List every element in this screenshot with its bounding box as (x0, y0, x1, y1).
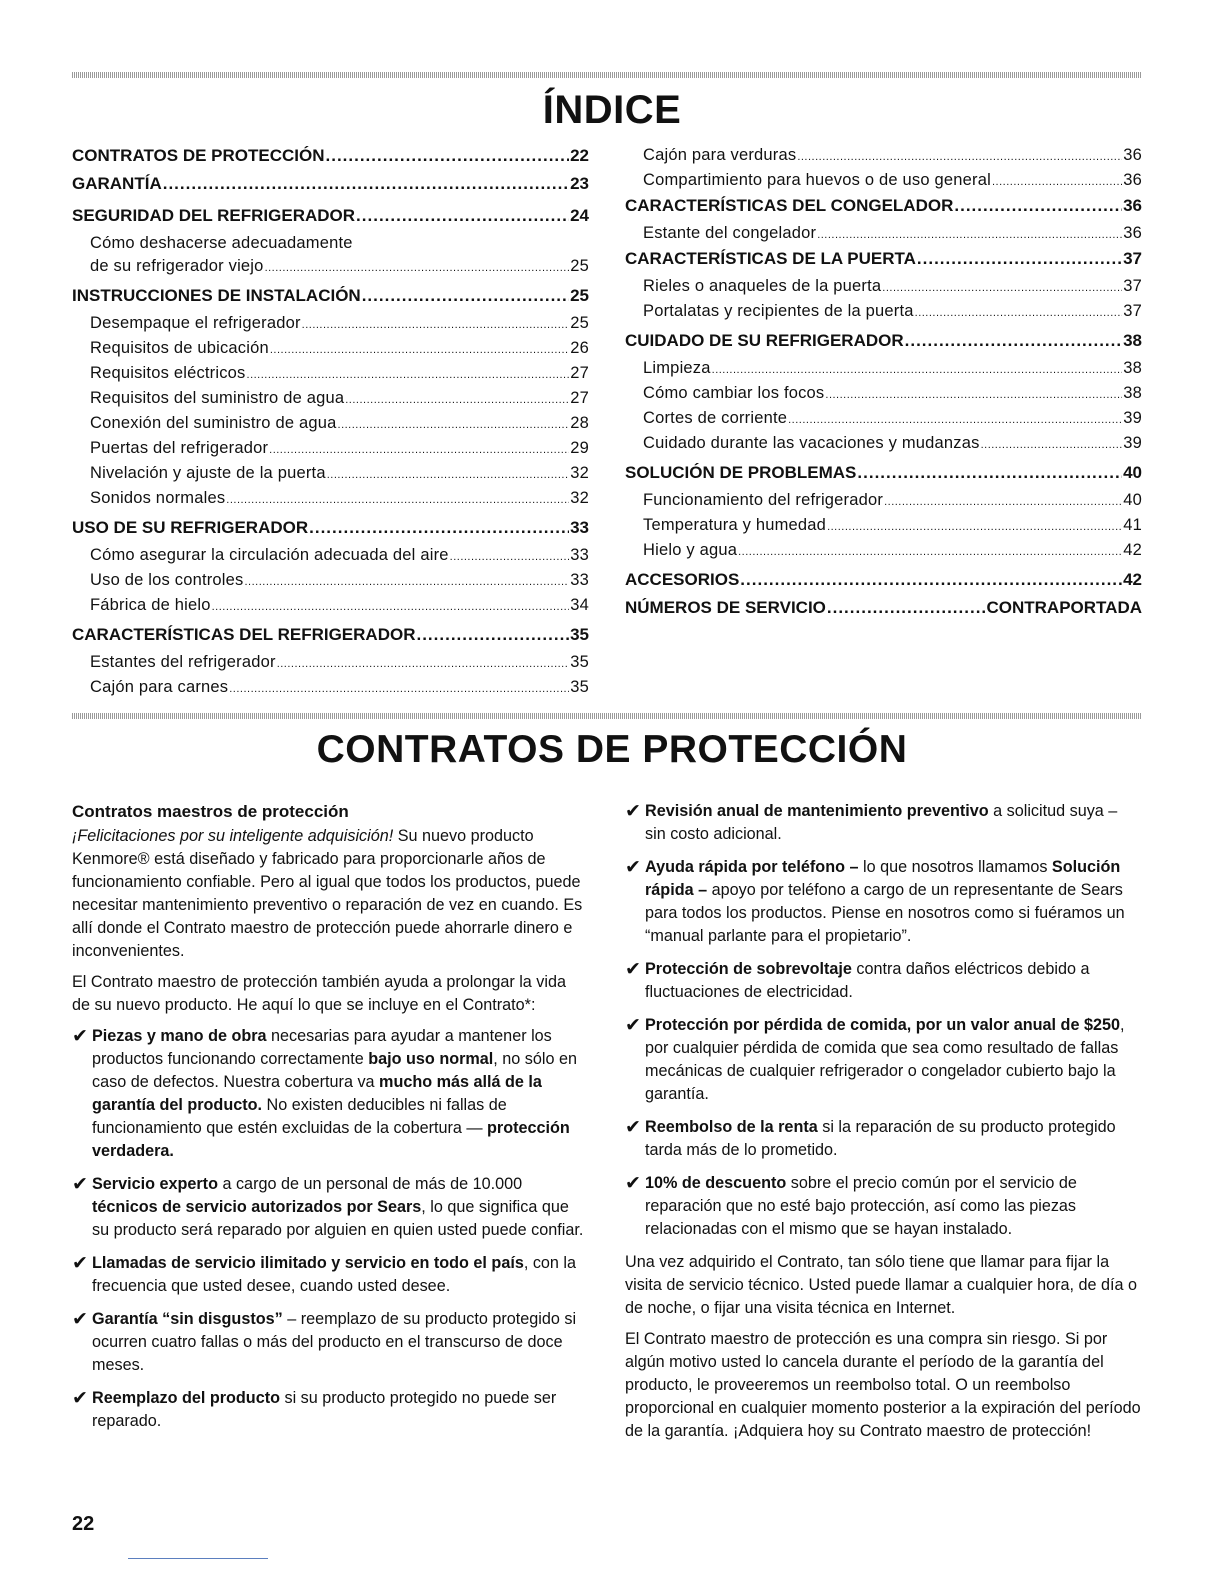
toc-right-column (625, 146, 1142, 626)
footer-line (128, 1558, 268, 1559)
benefit-item: ✔ Servicio experto a cargo de un personal de más de 10.000 técnicos de servicio autorizados por Sears, lo que significa que su producto será reparado por alguien en quien usted puede confiar. (72, 1174, 584, 1239)
checkmark-icon: ✔ (625, 959, 641, 980)
toc-entry[interactable]: Temperatura y humedad ..... 41 (625, 516, 1142, 541)
checkmark-icon: ✔ (625, 1015, 641, 1036)
toc-entry[interactable]: SEGURIDAD DEL REFRIGERADOR ..... 24 (72, 206, 589, 234)
toc-entry[interactable]: Requisitos eléctricos ..... 27 (72, 364, 589, 389)
toc-entry[interactable]: de su refrigerador viejo ..... 25 (72, 257, 589, 282)
benefit-item: ✔ Piezas y mano de obra necesarias para ayudar a mantener los productos funcionando correctamente bajo uso normal, no sólo en caso de defectos. Nuestra cobertura va mucho más allá de la garantía del producto. No existen deducibles ni fallas de funcionamiento que estén excluidas de la cobertura — protección verdadera. (72, 1026, 577, 1160)
checkmark-icon: ✔ (72, 1388, 88, 1409)
toc-left-column (72, 146, 589, 703)
benefit-item: ✔ Reemplazo del producto si su producto protegido no puede ser reparado. (72, 1388, 557, 1430)
paragraph: El Contrato maestro de protección también ayuda a prolongar la vida de su nuevo producto. He aquí lo que se incluye en el Contrato*: (72, 973, 567, 1014)
toc-entry[interactable]: SOLUCIÓN DE PROBLEMAS ..... 40 (625, 463, 1142, 491)
toc-entry[interactable]: Limpieza ..... 38 (625, 359, 1142, 384)
toc-entry[interactable]: CARACTERÍSTICAS DEL REFRIGERADOR ..... 35 (72, 625, 589, 653)
toc-entry[interactable]: Puertas del refrigerador ..... 29 (72, 439, 589, 464)
toc-entry[interactable]: Estante del congelador ..... 36 (625, 224, 1142, 249)
toc-entry[interactable]: Cómo asegurar la circulación adecuada del aire ..... 33 (72, 546, 589, 571)
checkmark-icon: ✔ (625, 1117, 641, 1138)
benefit-item: ✔ Protección de sobrevoltaje contra daños eléctricos debido a fluctuaciones de electricidad. (625, 959, 1090, 1001)
toc-entry[interactable]: Portalatas y recipientes de la puerta ..... 37 (625, 302, 1142, 327)
checkmark-icon: ✔ (625, 857, 641, 878)
checkmark-icon: ✔ (625, 801, 641, 822)
toc-entry[interactable]: Requisitos del suministro de agua ..... 27 (72, 389, 589, 414)
toc-entry[interactable]: Funcionamiento del refrigerador ..... 40 (625, 491, 1142, 516)
subheading: Contratos maestros de protección (72, 802, 349, 821)
toc-entry[interactable]: Conexión del suministro de agua ..... 28 (72, 414, 589, 439)
toc-entry[interactable]: Cajón para carnes ..... 35 (72, 678, 589, 703)
contracts-title: CONTRATOS DE PROTECCIÓN (316, 728, 908, 771)
toc-entry[interactable]: CARACTERÍSTICAS DE LA PUERTA ..... 37 (625, 249, 1142, 277)
toc-entry[interactable]: CUIDADO DE SU REFRIGERADOR ..... 38 (625, 331, 1142, 359)
benefit-item: ✔ Ayuda rápida por teléfono – lo que nosotros llamamos Solución rápida – apoyo por teléfono a cargo de un representante de Sears para todos los productos. Piense en nosotros como si fuéramos un “manual parlante para el propietario”. (625, 857, 1125, 945)
benefit-item: ✔ 10% de descuento sobre el precio común por el servicio de reparación que no esté bajo protección, así como las piezas relacionadas con el mismo que se hayan instalado. (625, 1173, 1077, 1238)
contracts-right-column (625, 800, 1142, 1451)
toc-entry[interactable]: ACCESORIOS ..... 42 (625, 570, 1142, 598)
toc-entry[interactable]: Cuidado durante las vacaciones y mudanzas ..... 39 (625, 434, 1142, 459)
toc-entry[interactable]: Compartimiento para huevos o de uso general ..... 36 (625, 171, 1142, 196)
toc-entry[interactable]: Estantes del refrigerador ..... 35 (72, 653, 589, 678)
toc-entry[interactable]: NÚMEROS DE SERVICIO ..... CONTRAPORTADA (625, 598, 1142, 626)
contracts-left-column (72, 800, 587, 1443)
benefit-item: ✔ Protección por pérdida de comida, por un valor anual de $250, por cualquier pérdida de comida que sea como resultado de fallas mecánicas de cualquier refrigerador o congelador cubierto bajo la garantía. (625, 1015, 1125, 1103)
checkmark-icon: ✔ (625, 1173, 641, 1194)
toc-entry[interactable]: USO DE SU REFRIGERADOR ..... 33 (72, 518, 589, 546)
toc-entry[interactable]: CARACTERÍSTICAS DEL CONGELADOR ..... 36 (625, 196, 1142, 224)
toc-entry[interactable]: Hielo y agua ..... 42 (625, 541, 1142, 566)
toc-entry[interactable]: GARANTÍA ..... 23 (72, 174, 589, 202)
toc-entry[interactable]: Nivelación y ajuste de la puerta ..... 32 (72, 464, 589, 489)
toc-entry[interactable]: Cortes de corriente ..... 39 (625, 409, 1142, 434)
benefit-item: ✔ Revisión anual de mantenimiento preventivo a solicitud suya – sin costo adicional. (625, 801, 1118, 843)
paragraph: El Contrato maestro de protección es una compra sin riesgo. Si por algún motivo usted lo cancela durante el período de la garantía del producto, le proveeremos un reembolso total. O un reembolso proporcional en cualquier momento posterior a la expiración del período de la garantía. ¡Adquiera hoy su Contrato maestro de protección! (625, 1330, 1141, 1440)
toc-entry[interactable]: Cómo deshacerse adecuadamente (90, 234, 353, 252)
toc-entry[interactable]: Requisitos de ubicación ..... 26 (72, 339, 589, 364)
toc-entry[interactable]: Fábrica de hielo ..... 34 (72, 596, 589, 621)
toc-entry[interactable]: CONTRATOS DE PROTECCIÓN ..... 22 (72, 146, 589, 174)
page-number: 22 (72, 1513, 95, 1535)
toc-entry[interactable]: Desempaque el refrigerador ..... 25 (72, 314, 589, 339)
top-divider (72, 72, 1142, 78)
toc-entry[interactable]: Sonidos normales ..... 32 (72, 489, 589, 514)
toc-entry[interactable]: INSTRUCCIONES DE INSTALACIÓN ..... 25 (72, 286, 589, 314)
checkmark-icon: ✔ (72, 1309, 88, 1330)
index-title: ÍNDICE (542, 88, 682, 132)
checkmark-icon: ✔ (72, 1253, 88, 1274)
intro-paragraph: ¡Felicitaciones por su inteligente adquisición! Su nuevo producto Kenmore® está diseñado y fabricado para proporcionarle años de funcionamiento confiable. Pero al igual que todos los productos, puede necesitar mantenimiento preventivo o reparación de vez en cuando. Es allí donde el Contrato maestro de protección puede ahorrarle dinero e inconvenientes. (72, 827, 583, 960)
toc-entry[interactable]: Cómo cambiar los focos ..... 38 (625, 384, 1142, 409)
toc-entry[interactable]: Cajón para verduras ..... 36 (625, 146, 1142, 171)
benefit-item: ✔ Reembolso de la renta si la reparación de su producto protegido tarda más de lo prometido. (625, 1117, 1116, 1159)
toc-entry[interactable]: Rieles o anaqueles de la puerta ..... 37 (625, 277, 1142, 302)
benefit-item: ✔ Garantía “sin disgustos” – reemplazo de su producto protegido si ocurren cuatro fallas o más del producto en el transcurso de doce meses. (72, 1309, 577, 1374)
checkmark-icon: ✔ (72, 1026, 88, 1047)
benefit-item: ✔ Llamadas de servicio ilimitado y servicio en todo el país, con la frecuencia que usted desee, cuando usted desee. (72, 1253, 577, 1295)
toc-entry[interactable]: Uso de los controles ..... 33 (72, 571, 589, 596)
checkmark-icon: ✔ (72, 1174, 88, 1195)
middle-divider (72, 713, 1142, 719)
paragraph: Una vez adquirido el Contrato, tan sólo tiene que llamar para fijar la visita de servicio técnico. Usted puede llamar a cualquier hora, de día o de noche, o fijar una visita técnica en Internet. (625, 1253, 1137, 1317)
